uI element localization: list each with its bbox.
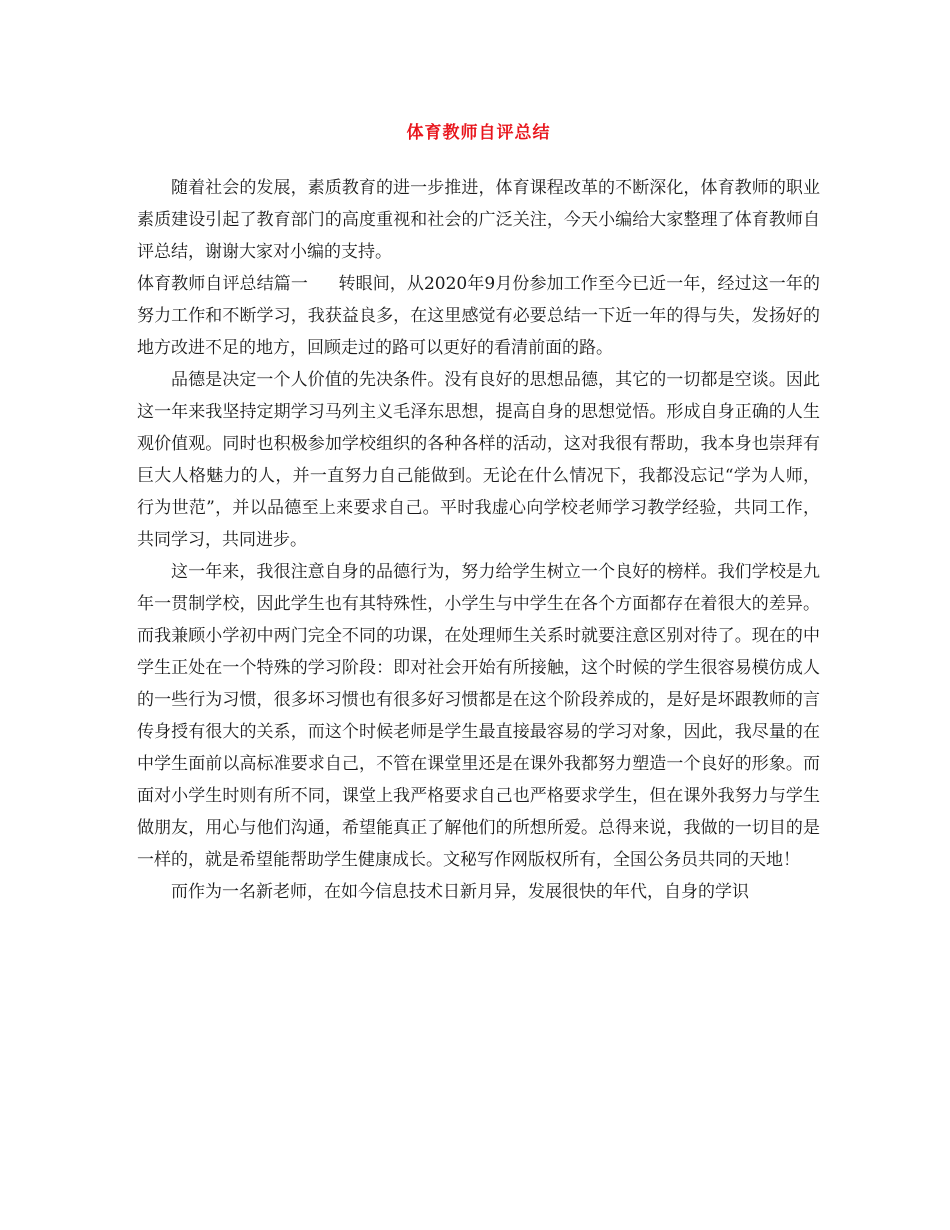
section-one-text: 转眼间，从2020年9月份参加工作至今已近一年，经过这一年的努力工作和不断学习，我获益良多，在这里感觉有必要总结一下近一年的得与失，发扬好的地方改进不足的地方，回顾走过的路可以更好的看清前面的路。 [137,274,820,358]
body-paragraph-conduct: 这一年来，我很注意自身的品德行为，努力给学生树立一个良好的榜样。我们学校是九年一贯制学校，因此学生也有其特殊性，小学生与中学生在各个方面都存在着很大的差异。而我兼顾小学初中两门完全不同的功课，在处理师生关系时就要注意区别对待了。现在的中学生正处在一个特殊的学习阶段：即对社会开始有所接触，这个时候的学生很容易模仿成人的一些行为习惯，很多坏习惯也有很多好习惯都是在这个阶段养成的，是好是坏跟教师的言传身授有很大的关系，而这个时候老师是学生最直接最容易的学习对象，因此，我尽量的在中学生面前以高标准要求自己，不管在课堂里还是在课外我都努力塑造一个良好的形象。而面对小学生时则有所不同，课堂上我严格要求自己也严格要求学生，但在课外我努力与学生做朋友，用心与他们沟通，希望能真正了解他们的所想所爱。总得来说，我做的一切目的是一样的，就是希望能帮助学生健康成长。文秘写作网版权所有，全国公务员共同的天地！ [137,562,820,870]
intro-paragraph: 随着社会的发展，素质教育的进一步推进，体育课程改革的不断深化，体育教师的职业素质建设引起了教育部门的高度重视和社会的广泛关注，今天小编给大家整理了体育教师自评总结，谢谢大家对小编的支持。 [137,178,820,262]
section-one-paragraph [137,268,820,364]
document-title: 体育教师自评总结 [406,123,551,143]
body-paragraph-morality: 品德是决定一个人价值的先决条件。没有良好的思想品德，其它的一切都是空谈。因此这一年来我坚持定期学习马列主义毛泽东思想，提高自身的思想觉悟。形成自身正确的人生观价值观。同时也积极参加学校组织的各种各样的活动，这对我很有帮助，我本身也崇拜有巨大人格魅力的人，并一直努力自己能做到。无论在什么情况下，我都没忘记“学为人师，行为世范”，并以品德至上来要求自己。平时我虚心向学校老师学习教学经验，共同工作，共同学习，共同进步。 [137,370,820,550]
document-body [137,172,820,908]
section-heading: 体育教师自评总结篇一 [137,274,308,294]
body-paragraph-new-teacher: 而作为一名新老师，在如今信息技术日新月异，发展很快的年代，自身的学识 [171,882,749,902]
